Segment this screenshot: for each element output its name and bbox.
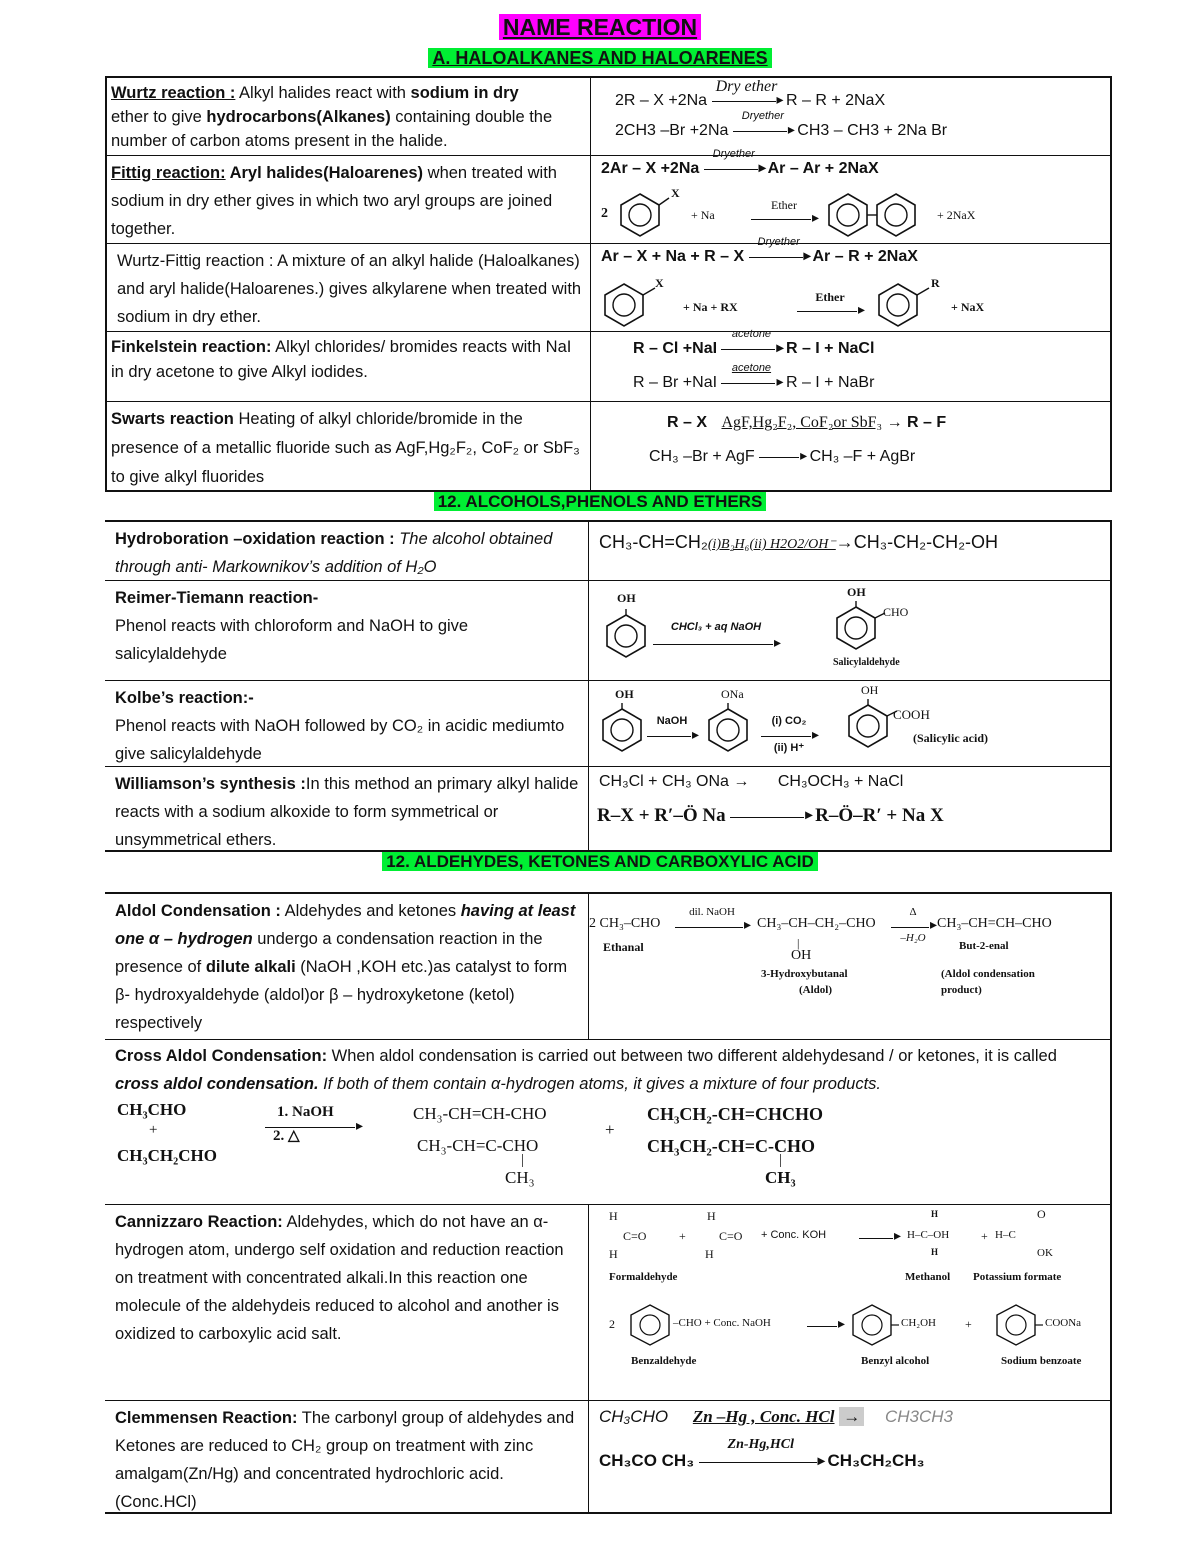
text: 2R – X +2Na (615, 92, 708, 109)
fittig-description (107, 156, 591, 243)
text: O (1037, 1207, 1046, 1221)
section-heading-alcohols (0, 492, 1200, 512)
text: But-2-enal (959, 940, 1009, 952)
text: Potassium formate (973, 1271, 1062, 1283)
text: CH₃ (765, 1168, 796, 1187)
text: Formaldehyde (609, 1271, 678, 1283)
kolbe-description (105, 681, 589, 766)
text: Sodium benzoate (1001, 1355, 1082, 1367)
wurtz-fittig-description (107, 244, 591, 331)
text: 2CH3 –Br +2Na (615, 122, 729, 139)
hydroboration-row (105, 522, 1110, 580)
reimer-tiemann-row (105, 580, 1110, 680)
text: 2. △ (273, 1128, 300, 1144)
text: Dryether (741, 109, 784, 122)
fittig-row (107, 147, 1110, 243)
text: CHCl₃ + aq NaOH (670, 621, 762, 633)
text: CH₃OCH₃ + NaCl (777, 773, 904, 790)
text: OH (861, 683, 879, 697)
text: Dry ether (715, 77, 778, 95)
text: + Conc. KOH (761, 1229, 827, 1241)
text: X (655, 276, 664, 290)
williamson-equation-1 (599, 773, 903, 791)
aldol-row (105, 894, 1110, 1039)
text: + Na (691, 208, 715, 222)
wurtz-equation-1 (615, 77, 886, 110)
cross-aldol-row: Cross Aldol Condensation: When aldol condensation is carried out between two different aldehydesand / or ketones, it is called cross aldol condensation. If both of them contain α-hydrogen atoms, it gives a mixture of four products. CH₃CHO + CH₃CH₂CHO 1. NaOH ▸ 2. △ CH₃-CH=CH-CHO CH₃-CH=C-CHO | CH₃ + CH₃CH₂-CH=CHCHO CH₃CH₂-CH=C-CHO | CH₃ (105, 1039, 1110, 1204)
text: 2 (601, 206, 608, 221)
finkelstein-equation-2 (633, 361, 875, 392)
text: + NaX (951, 300, 985, 314)
text: Hydroboration –oxidation reaction : (115, 530, 395, 548)
williamson-row (105, 766, 1110, 852)
text: Zn-Hg,HCl (727, 1436, 795, 1452)
wurtz-fittig-equations (591, 235, 1110, 331)
text: ONa (721, 687, 744, 701)
swarts-description (107, 402, 591, 492)
alcohols-table (105, 520, 1112, 852)
text: CH₃CH₂CH₃ (827, 1451, 925, 1470)
text: containing double the number of carbon atoms present in the halide. (111, 108, 553, 150)
text: H–C–OH (907, 1229, 950, 1241)
phenol-icon (603, 609, 649, 661)
text: Aldehydes, which do not have an α-hydrogen atom, undergo self oxidation and reduction reaction on treatment with concentrated alkali.In this reaction one molecule of the aldehydeis reduced to alcohol and another is oxidized to carboxylic acid salt. (115, 1213, 564, 1343)
wurtz-row (107, 78, 1110, 155)
text: + (679, 1229, 686, 1243)
finkelstein-equation-1 (633, 327, 875, 358)
clemmensen-description (105, 1401, 589, 1514)
text: R – Cl +NaI (633, 340, 718, 357)
reimer-tiemann-scheme (589, 581, 1110, 680)
text: R–Ö–R′ + Na X (815, 805, 944, 826)
fittig-equation-1 (601, 147, 879, 178)
text: (Salicylic acid) (913, 731, 988, 745)
text: R (931, 276, 940, 290)
text: ether to give (111, 108, 207, 126)
text: R – X (667, 414, 708, 431)
text: Phenol reacts with NaOH followed by CO₂ in acidic mediumto give salicylaldehyde (115, 717, 565, 763)
text: Reimer-Tiemann reaction- (115, 589, 319, 607)
text: Zn –Hg , Conc. HCl (692, 1407, 835, 1426)
text: H (609, 1247, 618, 1261)
benzene-ring-icon (627, 1303, 673, 1347)
text: CH₃CH₂CHO (117, 1146, 217, 1165)
text: R – Br +NaI (633, 374, 718, 391)
cannizzaro-scheme (589, 1205, 1110, 1400)
page-title-text: NAME REACTION (499, 14, 701, 40)
text: having at least one α – hydrogen (115, 902, 576, 948)
clemmensen-equations (589, 1401, 1110, 1514)
text: Cannizzaro Reaction: (115, 1213, 283, 1231)
text: Fittig reaction: (111, 164, 226, 182)
text: dil. NaOH (689, 906, 735, 918)
text: + (981, 1229, 988, 1243)
text: sodium in dry (410, 84, 519, 102)
biphenyl-icon (825, 192, 921, 238)
text: CH₃–CH–CH₂–CHO (757, 916, 876, 931)
aldol-scheme: 2 CH₃–CHO Ethanal dil. NaOH ▸ CH₃–CH–CH₂–CHO | OH 3-Hydroxybutanal (Aldol) Δ –H₂O ▸ CH₃–CH=CH–CHO But-2-enal (Aldol condensation product) (589, 894, 1110, 1039)
finkelstein-row (107, 327, 1110, 401)
text: Phenol reacts with chloroform and NaOH to give salicylaldehyde (115, 617, 469, 663)
text: CH₃-CH=C-CHO (417, 1136, 539, 1155)
text: (NaOH ,KOH etc.)as catalyst to form β- hydroxyaldehyde (aldol)or β – hydroxyketone (ketol) respectively (115, 958, 568, 1032)
wurtz-equations (591, 78, 1110, 155)
text: CH₃CH₂-CH=C-CHO (647, 1136, 816, 1156)
text: acetone (731, 327, 772, 340)
text: H (705, 1247, 714, 1261)
hydroboration-equation (589, 522, 1110, 580)
wurtz-name: Wurtz reaction : (111, 84, 236, 102)
text: + (605, 1120, 615, 1139)
text: H (931, 1209, 939, 1219)
text: Swarts reaction (111, 410, 234, 428)
text: CH₃CO CH₃ (599, 1451, 695, 1470)
text: Wurtz-Fittig reaction : A mixture of an alkyl halide (Haloalkanes) and aryl halide(Haloarenes.) gives alkylarene when treated with sodium in dry ether. (117, 252, 582, 326)
text: 12. ALDEHYDES, KETONES AND CARBOXYLIC ACID (382, 852, 818, 871)
text: The carbonyl group of aldehydes and Ketones are reduced to CH₂ group on treatment with zinc amalgam(Zn/Hg) and concentrated hydrochloric acid.(Conc.HCl) (115, 1409, 575, 1511)
section-heading-aldehydes (0, 852, 1200, 872)
text: R – R + 2NaX (785, 92, 886, 109)
text: H–C (995, 1229, 1016, 1241)
text: X (671, 186, 680, 200)
clemmensen-row (105, 1400, 1110, 1514)
text: Cross Aldol Condensation: (115, 1047, 328, 1065)
wurtz-fittig-row (107, 235, 1110, 331)
text: + Na + RX (683, 300, 738, 314)
text: COONa (1045, 1317, 1082, 1329)
text: Benzyl alcohol (861, 1355, 930, 1367)
text: Clemmensen Reaction: (115, 1409, 298, 1427)
hydroboration-description (105, 522, 589, 580)
text: H (609, 1209, 618, 1223)
text: C=O (623, 1229, 647, 1243)
text: Alkyl chlorides/ bromides reacts with NaI in dry acetone to give Alkyl iodides. (111, 338, 572, 381)
text: 1. NaOH (277, 1104, 334, 1120)
text: C=O (719, 1229, 743, 1243)
sodium-phenoxide-icon (705, 703, 751, 755)
text: product) (941, 984, 982, 996)
williamson-equation-2 (597, 805, 944, 827)
kolbe-scheme (589, 681, 1110, 766)
text: CH₃–CH=CH–CHO (937, 916, 1052, 931)
text: CH₃ –F + AgBr (809, 448, 916, 465)
text: COOH (893, 707, 930, 722)
text: If both of them contain α-hydrogen atoms, it gives a mixture of four products. (318, 1075, 881, 1093)
text: CH₃CHO (599, 1407, 669, 1426)
clemmensen-equation-1: CH₃CHO Zn –Hg , Conc. HCl → CH3CH3 (599, 1407, 953, 1426)
text: CH₃-CH₂-CH₂-OH (853, 532, 999, 552)
finkelstein-equations (591, 327, 1110, 401)
kolbe-row (105, 680, 1110, 766)
text: R – I + NaCl (785, 340, 875, 357)
wurtz-equation-2 (615, 109, 948, 140)
text: Ether (771, 198, 797, 212)
swarts-row (107, 401, 1110, 492)
text: R–X + R′–Ö Na (597, 805, 726, 826)
text: (i)B₂H₆(ii) H2O2/OH⁻ (707, 537, 836, 552)
text: Dryether (712, 147, 755, 160)
text: Heating of alkyl chloride/bromide in the presence of a metallic fluoride such as AgF,Hg₂F₂, CoF₂ or SbF₃ to give alkyl fluorides (111, 410, 580, 486)
text: + 2NaX (937, 208, 976, 222)
text: Benzaldehyde (631, 1355, 697, 1367)
haloalkanes-table (105, 76, 1112, 492)
text: OK (1037, 1247, 1053, 1259)
phenol-icon (599, 703, 645, 755)
text: CHO (883, 605, 909, 619)
aryl-halide-icon (601, 282, 647, 328)
text: hydrocarbons(Alkanes) (206, 108, 391, 126)
cannizzaro-description (105, 1205, 589, 1400)
text: H (931, 1247, 939, 1257)
text: cross aldol condensation. (115, 1075, 319, 1093)
text: CH₃CHO (117, 1100, 187, 1119)
text: OH (615, 687, 634, 701)
text: OH (791, 948, 812, 963)
text: –CHO + Conc. NaOH (673, 1317, 771, 1329)
text: Dryether (757, 235, 800, 248)
text: In this method an primary alkyl halide reacts with a sodium alkoxide to form symmetrical or unsymmetrical ethers. (115, 775, 579, 849)
text: AgF,Hg₂F₂, CoF₂or SbF₃ (721, 414, 883, 431)
text: (Aldol condensation (941, 968, 1035, 980)
text: CH₃CH₂-CH=CHCHO (647, 1104, 824, 1124)
text: Alkyl halides react with (235, 84, 411, 102)
text: R – I + NaBr (785, 374, 875, 391)
text: When aldol condensation is carried out between two different aldehydesand / or ketones, it is called (327, 1047, 1057, 1065)
text: R – F (907, 414, 947, 431)
swarts-equation-1: R – X AgF,Hg₂F₂, CoF₂or SbF₃ → R – F (667, 414, 947, 431)
text: 2 (609, 1317, 615, 1331)
text: CH₃Cl + CH₃ ONa → (599, 773, 750, 790)
text: OH (617, 591, 636, 605)
text: Ar – Ar + 2NaX (767, 160, 879, 177)
text: Ether (815, 290, 845, 304)
swarts-equation-2 (649, 448, 915, 466)
text: Methanol (905, 1271, 951, 1283)
text: CH3 – CH3 + 2Na Br (797, 122, 948, 139)
section-heading-text: A. HALOALKANES AND HALOARENES (428, 48, 771, 68)
text: 3-Hydroxybutanal (761, 968, 848, 980)
text: dilute alkali (205, 958, 296, 976)
text: Salicylaldehyde (833, 657, 900, 668)
text: CH₃ (505, 1168, 535, 1187)
text: Williamson’s synthesis : (115, 775, 306, 793)
text: Aldehydes and ketones (280, 902, 461, 920)
text: + (149, 1122, 158, 1138)
text: Δ (909, 906, 917, 918)
text: Ar – X + Na + R – X (601, 248, 745, 265)
williamson-equations (589, 767, 1110, 852)
benzene-ring-icon (849, 1303, 895, 1347)
text: Kolbe’s reaction:- (115, 689, 254, 707)
text: 2Ar – X +2Na (601, 160, 700, 177)
text: 12. ALCOHOLS,PHENOLS AND ETHERS (434, 492, 767, 511)
benzene-ring-icon (617, 192, 663, 238)
hydroboration-equation-line: CH₃-CH=CH₂(i)B₂H₆(ii) H2O2/OH⁻→CH₃-CH₂-CH₂-OH (599, 532, 999, 552)
cannizzaro-row (105, 1204, 1110, 1400)
finkelstein-description (107, 332, 591, 401)
text: CH₂OH (901, 1317, 937, 1329)
text: H (707, 1209, 716, 1223)
williamson-description (105, 767, 589, 852)
text: Ar – R + 2NaX (812, 248, 918, 265)
text: Ethanal (603, 940, 644, 954)
text: Aryl halides(Haloarenes) (225, 164, 424, 182)
text: CH₃-CH=CH-CHO (413, 1104, 547, 1123)
benzene-ring-icon (993, 1303, 1039, 1347)
clemmensen-equation-2 (599, 1436, 925, 1471)
text: + (965, 1317, 972, 1331)
wurtz-description (107, 78, 591, 155)
fittig-equations (591, 147, 1110, 243)
aldehydes-table (105, 892, 1112, 1514)
text: undergo a condensation reaction in the presence of (115, 930, 543, 976)
swarts-equations (591, 402, 1110, 492)
text: The alcohol obtained through anti- Markownikov’s addition of H₂O (115, 530, 553, 576)
page-title (0, 14, 1200, 41)
reimer-tiemann-description (105, 581, 589, 680)
text: Aldol Condensation : (115, 902, 281, 920)
text: CH3CH3 (884, 1407, 953, 1426)
text: (i) CO₂ (771, 715, 807, 727)
alkylarene-icon (875, 282, 921, 328)
text: NaOH (656, 715, 688, 727)
text: Finkelstein reaction: (111, 338, 272, 356)
text: (ii) H⁺ (773, 742, 805, 754)
aldol-description (105, 894, 589, 1039)
text: CH₃ –Br + AgF (649, 448, 755, 465)
text: OH (847, 585, 866, 599)
wurtz-fittig-equation-1 (601, 235, 918, 266)
text: 2 CH₃–CHO (589, 916, 661, 931)
section-heading-haloalkanes (0, 48, 1200, 69)
text: CH₃-CH=CH₂ (599, 532, 708, 552)
text: –H₂O (900, 932, 926, 944)
text: when treated with sodium in dry ether gives in which two aryl groups are joined together. (111, 164, 557, 238)
text: acetone (731, 361, 772, 374)
text: (Aldol) (799, 984, 832, 996)
